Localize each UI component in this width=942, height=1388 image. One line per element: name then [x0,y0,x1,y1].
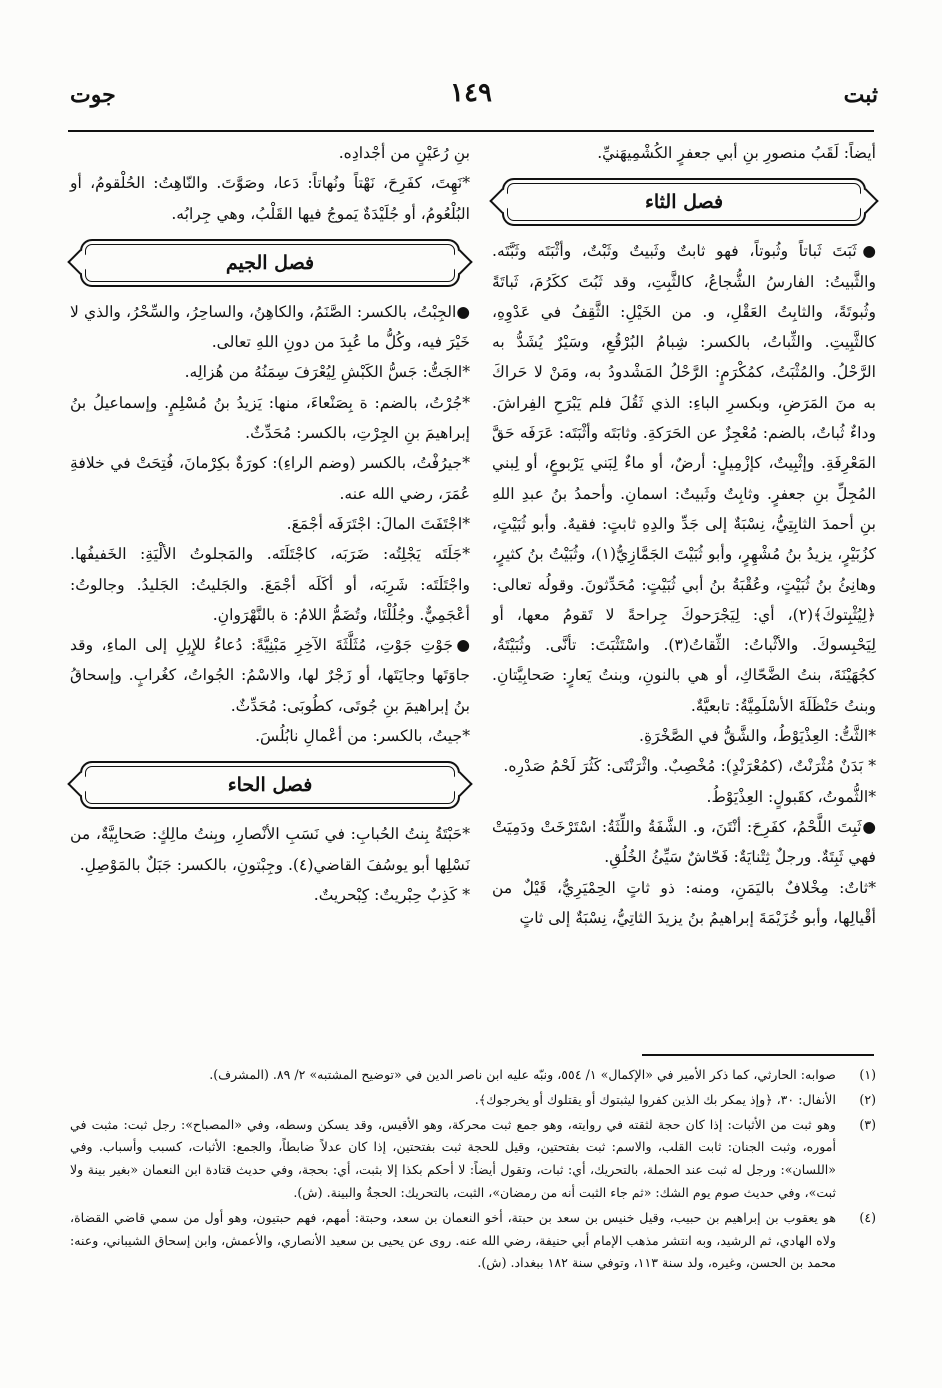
entry-jatt: *الجَتُّ: جَسُّ الكَبْشِ لِيُعْرَفَ سِمَنُهُ من هُزالِه. [184,363,470,382]
footnote [70,1064,876,1087]
entry-jit: *جيتُ، بالكسر: من أعْمالِ نابُلُسَ. [255,727,470,746]
entry-muthrant: * بَدَنٌ مُثْرَنْتٌ، (كمُعْرَنْدٍ): مُخْصِبٌ. واثْرَنْتَى: كَثُرَ لَحْمُ صَدْرِه. [503,757,876,776]
footnote-rule [642,1054,874,1056]
running-head-last-word: جوت [70,82,116,108]
footnote [70,1089,876,1112]
entry-thabata: ●ثَبَتَ ثَباتاً وثُبوتاً، فهو ثابتٌ وثَبيتٌ وثَبْتٌ، وأثْبَتَه وثَبَّتَه. والثَّبيتُ: الفارسُ الشُّجاعُ، كالثَّبِتِ، وقد ثَبُتَ ككَرُمَ، ثَباتَةً وثُبوتَةً، والثابِتُ العَقْلِ، و. من الخَيْلِ: الثَّقِفُ في عَدْوِهِ، كالثَّبِيتِ. والثِّباتُ، بالكسر: شِبامُ البُرْقُعِ، وسَيْرٌ يُشَدُّ به الرَّحْلُ. والمُثْبَتُ، كمُكْرَمٍ: الرَّحْلُ المَشْدودُ به، ومَنْ لا حَراكَ به منَ المَرَضِ، وبكسرِ الباءِ: الذي ثَقُلَ فلم يَبْرَحِ الفِراشَ. وداءٌ ثُباتٌ، بالضم: مُعْجِزٌ عن الحَرَكةِ. وثابَتَه وأثْبَتَه: عَرَفَه حَقَّ المَعْرِفَةِ. وإثْبِيتٌ، كإزْمِيلٍ: أرضٌ، أو ماءٌ لِبَني يَرْبوعٍ، أو لِبني المُجِلِّ بنِ جعفرٍ. وثابِتٌ وثَبيتٌ: اسمانِ. وأحمدُ بنُ عبدِ اللهِ بنِ أحمدَ الثابِتِيُّ، نِسْبَةٌ إلى جَدِّ والدِهِ ثابتٍ: فقيهٌ. وأبو ثُبَيْتٍ، كزُبَيْرٍ، يزيدُ بنُ مُشْهِرٍ، وأبو ثُبَيْتَ الجَمَّازِيُّ(١)، وثُبَيْتُ بنُ كثيرٍ، وهانِئُ بنُ ثُبَيْتٍ، وعُقْبَةُ بنُ أبي ثُبَيْتٍ: مُحَدِّثونَ. وقولُه تعالى: ﴿لِيُثْبِتوكَ﴾(٢)، أي: لِيَجْرَحوكَ جِراحةً لا تَقومُ معها، أو لِيَحْبِسوكَ. والأثْباتُ: الثِّقاتُ(٣). واسْتَثْبَتَ: تأنَّى. وثُبَيْتَةُ، كجُهَيْنَةَ، بنتُ الضَّحّاكِ، أو هي بالنونِ، وبنتُ يَعارٍ: صَحابِيَّتانِ. وبنتُ حَنْظَلَةَ الأسْلَمِيَّةُ: تابعيَّةٌ. [492,242,877,715]
entry-thamut: *الثُّموتُ، كقَبولٍ: العِذْيَوْطُ. [706,787,876,806]
header-rule [68,130,874,132]
left-column [70,138,470,904]
entry-habta: *حَبْتَةُ بِنتُ الحُبابِ: في نَسَبِ الأنْصارِ، وبِنتُ مالِكٍ: صَحابِيَّةٌ، من نَسْلِها أبو يوسُفَ القاضي(٤). وجِبْتونِ، بالكسر: جَبَلٌ بالمَوْصِلِ. [70,825,470,874]
footnote-number: (١) [859,1067,876,1082]
footnote-number: (٣) [859,1116,876,1132]
footnote [70,1114,876,1205]
entry-thatt: *الثَّتُّ: العِذْيَوْطُ، والشَّقُّ في الصَّخْرَةِ. [638,727,876,746]
running-head-first-word: ثبت [843,82,878,108]
page-number: ١٤٩ [450,78,492,108]
entry-jibt: ●الجِبْتُ، بالكسر: الصَّنَمُ، والكاهِنُ، والساحِرُ، والسِّحْرُ، والذي لا خَيْرَ فيه، وكُلُّ ما عُبِدَ من دونِ اللهِ تعالى. [70,302,470,352]
entry-jalata: *جَلَتَه يَجْلِتُه: ضَرَبَه، كاجْتَلَتَه. والمَجلوتُ الألْيَةِ: الخَفيفُها. واجْتَلَتَه: شَرِبَه، أو أكَلَه أجْمَعَ. والجَليتُ: الجَليدُ. وجالوتُ: أعْجَمِيٌّ. وجُلُلْتَا، وتُضَمُّ اللامُ: ة بالنَّهْرَوانِ. [70,545,470,624]
section-heading-ha: فصل الحاء [80,761,460,809]
entry-jawti: ●جَوْتِ جَوْتِ، مُثَلَّثَةَ الآخِرِ مَبْنِيَّةً: دُعاءُ للإِبِلِ إلى الماءِ، وقد جاوَتَها وجايَتَها، أو زَجْرٌ لها، والاسْمُ: الجُواتُ، كغُرابٍ. وإسحاقُ بنُ إبراهيمَ بنِ جُوتَى، كطُوبَى: مُحَدِّثٌ. [70,636,470,715]
footnote-text: هو يعقوب بن إبراهيم بن حبيب، وقيل خنيس بن سعد بن حبتة، أخو النعمان بن سعد، وحبتة: أمهم، فهم حبتيون، وهو أول من سمي قاضي القضاة، ولاه الهادي، ثم الرشيد، وبه انتشر مذهب الإمام أبي حنيفة، رضي الله عنه. روى عن يحيى بن سعيد الأنصاري، والأعمش، وابن إسحاق الشيباني، وعنه: محمد بن الحسن، وغيره، ولد سنة ١١٣، وتوفي سنة ١٨٢ ببغداد. (ش). [70,1209,836,1271]
footnotes [70,1064,876,1277]
footnote-text: وهو ثبت من الأثبات: إذا كان حجة لثقته في روايته، وهو جمع ثبت محركة، وهو الأقيس، وقد يسكن وسطه، وفي «المصباح»: رجل ثبت: مثبت في أموره، وثبت الجنان: ثابت القلب، والاسم: ثبت بفتحتين، وقيل للحجة ثبت بفتحتين، إذا كان عدلاً ضابطاً، والجمع: الأثبات، كسبب وأسباب. وفي «اللسان»: ورجل له ثبت عند الحملة، بالتحريك، أي: ثبات، وتقول أيضاً: لا أحكم بكذا إلا بثبت، أي: بحجة، وفي حديث قتادة ابن النعمان «بغير بينة ولا ثبت»، وفي حديث صوم يوم الشك: «ثم جاء الثبت أنه من رمضان»، الثبت، بالتحريك: الحجةُ والبينة. (ش). [70,1116,836,1200]
entry-jurt: *جُرْتُ، بالضم: ة بِصَنْعاءَ، منها: يَزيدُ بنُ مُسْلِمٍ. وإسماعيلُ بنُ إبراهيمَ بنِ الجِرْتِ، بالكسر: مُحَدِّثٌ. [70,393,470,443]
entry-jiruft: *جيرُفْتُ، بالكسر (وضم الراءِ): كورَةٌ بكِرْمانَ، فُتِحَتْ في خلافةِ عُمَرَ، رضي الله عنه. [70,454,470,503]
entry-continuation: بنِ رُعَيْنٍ من أجْدادِه. [338,144,470,162]
right-column [492,138,876,1043]
entry-thabita: ●ثَبِتَ اللَّحْمُ، كفَرِحَ: أنْتَنَ، و. الشَّفَةُ واللِّثَةُ: اسْتَرْخَتْ ودَمِيَتْ فهي ثَبِتَةٌ. ورجلٌ ثِتْنايَةٌ: فَحّاشٌ سَيِّئُ الخُلُقِ. [492,817,876,867]
entry-hibrit: * كَذِبٌ حِبْريتٌ: كِبْحريتٌ. [313,885,470,904]
section-heading-tha: فصل الثاء [502,178,866,226]
footnote-text: الأنفال: ٣٠، ﴿وإذ يمكر بك الذين كفروا ليثبتوك أو يقتلوك أو يخرجوك﴾. [474,1091,836,1107]
section-heading-jim: فصل الجيم [80,239,460,287]
entry-that: *ثاتٌ: مِخْلافٌ باليَمَنِ، ومنه: ذو ثاتٍ الحِمْيَرِيُّ، قَيْلٌ من أقْيالِها، وأبو خُزَيْمَةَ إبراهيمُ بنُ يزيدَ الثاتِيُّ، نِسْبَةٌ إلى ثاتٍ [492,878,876,927]
entry-nahita: *نَهِتَ، كفَرِحَ، نَهْتاً ونُهاتاً: دَعا، وصَوَّتَ. والنّاهِتُ: الحُلْقومُ، أو البُلْعُومُ، أو جُلَيْدَةٌ يَموجُ فيها القَلْبُ، وهي جِرابُه. [70,174,470,223]
footnote-text: صوابه: الحارثي، كما ذكر الأمير في «الإكمال» ١/ ٥٥٤، ونبّه عليه ابن ناصر الدين في «توضيح المشتبه» ٢/ ٨٩. (المشرف). [209,1067,836,1082]
entry-ijtafata: *اجْتَفَتَ المالَ: اجْتَرَفَه أجْمَعَ. [286,514,470,533]
footnote [70,1207,876,1275]
footnote-number: (٢) [859,1091,876,1107]
footnote-number: (٤) [859,1209,876,1225]
entry-continuation: أيضاً: لَقَبُ منصورِ بنِ أبي جعفرٍ الكُشْمِيهَنيِّ. [597,144,876,162]
